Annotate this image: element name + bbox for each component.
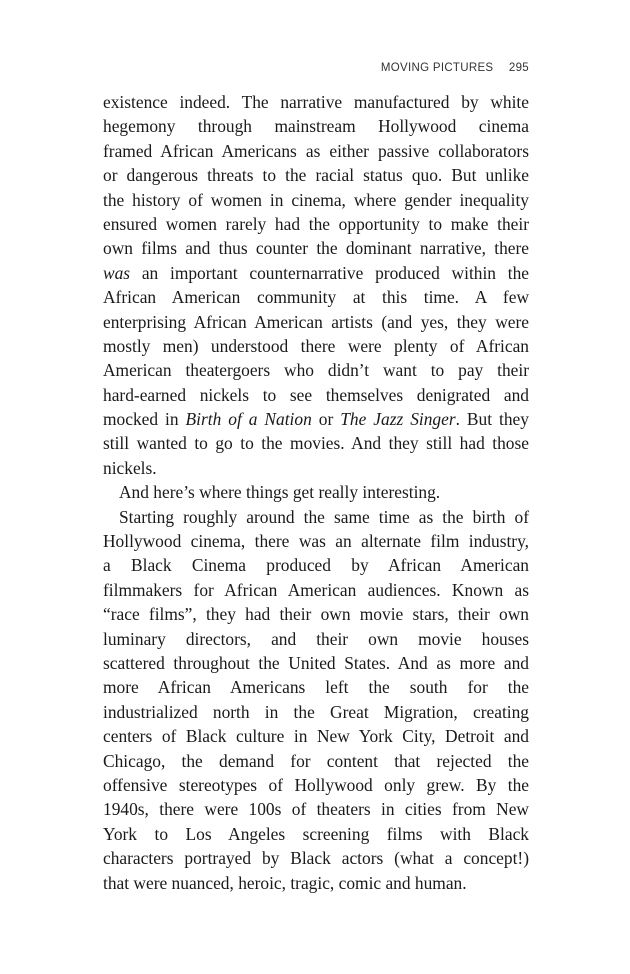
text-line [103, 505, 529, 529]
text-line [103, 846, 529, 870]
text-line [103, 749, 529, 773]
text-run: characters portrayed by Black actors (what a concept!) [103, 848, 529, 869]
text-run: mostly men) understood there were plenty of African [103, 335, 529, 356]
text-line [103, 139, 529, 163]
text-line [103, 578, 529, 602]
text-line [103, 383, 529, 407]
text-line [103, 236, 529, 260]
text-run: 1940s, there were 100s of theaters in cities from New [103, 799, 529, 820]
italic-text: was [103, 262, 131, 283]
text-line [103, 261, 529, 285]
text-line [103, 358, 529, 382]
text-run: that were nuanced, heroic, tragic, comic and human. [103, 872, 467, 893]
text-run: filmmakers for African American audiences. Known as [103, 579, 529, 600]
text-line [103, 822, 529, 846]
text-line [103, 310, 529, 334]
text-run: Starting roughly around the same time as the birth of [119, 506, 529, 527]
text-run: an important counternarrative produced within the [130, 262, 529, 283]
text-run: “race films”, they had their own movie stars, their own [103, 604, 529, 625]
text-run: And here’s where things get really interesting. [119, 482, 441, 503]
text-line [103, 407, 529, 431]
running-header [381, 62, 529, 74]
text-run: or dangerous threats to the racial status quo. But unlike [103, 165, 529, 186]
text-run: existence indeed. The narrative manufactured by white [103, 92, 529, 112]
italic-text: The Jazz Singer [340, 409, 456, 430]
paragraph [103, 505, 529, 895]
text-run: enterprising African American artists (and yes, they were [103, 311, 529, 332]
text-run: hegemony through mainstream Hollywood cinema [103, 116, 529, 137]
text-line [103, 675, 529, 699]
text-line [103, 700, 529, 724]
italic-text: Birth of a Nation [185, 409, 312, 430]
text-line [103, 163, 529, 187]
text-run: the history of women in cinema, where gender inequality [103, 189, 529, 210]
text-run: still wanted to go to the movies. And they still had those [103, 433, 529, 454]
text-run: offensive stereotypes of Hollywood only grew. By the [103, 774, 529, 795]
body-text [103, 90, 529, 895]
text-line [103, 553, 529, 577]
text-line [103, 212, 529, 236]
text-line [103, 90, 529, 114]
text-run: mocked in [103, 409, 186, 430]
text-line [103, 651, 529, 675]
text-line [103, 724, 529, 748]
text-run: nickels. [103, 457, 157, 478]
text-run: or [311, 409, 341, 430]
text-line [103, 480, 529, 504]
text-run: scattered throughout the United States. And as more and [103, 652, 529, 673]
text-run: African American community at this time. A few [103, 287, 529, 308]
paragraph [103, 480, 529, 504]
text-run: own films and thus counter the dominant narrative, there [103, 238, 529, 259]
text-run: ensured women rarely had the opportunity to make their [103, 213, 529, 234]
text-line [103, 627, 529, 651]
text-run: Hollywood cinema, there was an alternate film industry, [103, 531, 529, 552]
text-run: Chicago, the demand for content that rejected the [103, 750, 529, 771]
text-line [103, 285, 529, 309]
text-line [103, 114, 529, 138]
text-run: framed African Americans as either passive collaborators [103, 140, 529, 161]
text-line [103, 188, 529, 212]
text-line [103, 797, 529, 821]
text-line [103, 529, 529, 553]
text-run: more African Americans left the south for the [103, 677, 529, 698]
text-line [103, 602, 529, 626]
page-number: 295 [508, 62, 529, 74]
text-run: centers of Black culture in New York City, Detroit and [103, 726, 529, 747]
text-line [103, 773, 529, 797]
text-run: a Black Cinema produced by African American [103, 555, 529, 576]
text-line [103, 431, 529, 455]
running-title: MOVING PICTURES [380, 62, 494, 74]
text-run: York to Los Angeles screening films with Black [103, 823, 529, 844]
text-run: American theatergoers who didn’t want to pay their [103, 360, 529, 381]
text-run: industrialized north in the Great Migration, creating [103, 701, 529, 722]
text-line [103, 871, 529, 895]
paragraph [103, 90, 529, 480]
text-run: . But they [455, 409, 529, 430]
text-line [103, 334, 529, 358]
text-line [103, 456, 529, 480]
text-run: luminary directors, and their own movie houses [103, 628, 529, 649]
text-run: hard-earned nickels to see themselves denigrated and [103, 384, 529, 405]
